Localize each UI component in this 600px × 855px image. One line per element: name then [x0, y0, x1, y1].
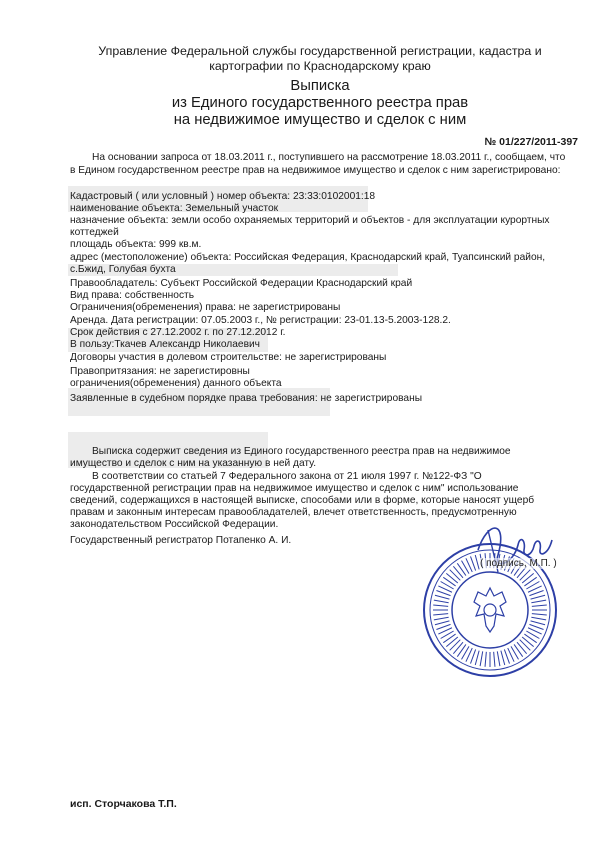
seal-tick: [529, 624, 543, 629]
field-rights-holder: Правообладатель: Субъект Российской Федерации Краснодарский край: [70, 278, 413, 289]
seal-tick: [485, 652, 486, 667]
seal-tick: [480, 651, 483, 666]
field-object-name: наименование объекта: Земельный участок: [70, 203, 279, 214]
eagle-emblem: [474, 588, 506, 632]
seal-tick: [436, 624, 450, 629]
intro-line-2: в Едином государственном реестре прав на недвижимое имущество и сделок с ним зарегистрировано:: [70, 165, 561, 176]
seal-tick: [433, 605, 448, 606]
document-title: Выписка: [290, 78, 350, 94]
field-beneficiary: В пользу:Ткачев Александр Николаевич: [70, 339, 260, 350]
seal-tick: [529, 591, 543, 596]
field-area: площадь объекта: 999 кв.м.: [70, 239, 202, 250]
seal-tick: [433, 614, 448, 615]
notice-p2-line-1: В соответствии со статьей 7 Федерального закона от 21 июля 1997 г. №122-ФЗ "О: [92, 471, 482, 482]
seal-tick: [517, 642, 527, 653]
field-right-type: Вид права: собственность: [70, 290, 195, 301]
field-address-line-1: адрес (местоположение) объекта: Российская Федерация, Краснодарский край, Туапсинский район,: [70, 252, 546, 263]
field-cadastral-number: Кадастровый ( или условный ) номер объекта: 23:33:0102001:18: [70, 191, 376, 202]
seal-tick: [450, 570, 461, 581]
seal-tick: [494, 652, 495, 667]
seal-tick: [435, 621, 449, 625]
field-encumbrance: Ограничения(обременения) права: не зарегистрированы: [70, 302, 341, 313]
seal-tick: [522, 637, 533, 647]
field-claims-line-2: ограничения(обременения) данного объекта: [70, 378, 282, 389]
seal-tick: [450, 640, 461, 651]
seal-tick: [453, 642, 463, 653]
signature-icon: [468, 510, 558, 580]
seal-tick: [434, 600, 449, 603]
document-number: № 01/227/2011-397: [484, 136, 578, 148]
notice-p1-line-1: Выписка содержит сведения из Единого государственного реестра прав на недвижимое: [92, 446, 511, 457]
seal-tick: [435, 595, 449, 599]
seal-tick: [532, 614, 547, 615]
seal-tick: [471, 649, 476, 663]
seal-tick: [504, 649, 509, 663]
issuer-header: [60, 44, 580, 74]
seal-tick: [531, 621, 545, 625]
notice-p2-line-3: сведений, содержащихся в настоящей выписке, способами или в форме, которые наносят ущерб: [70, 495, 535, 506]
seal-tick: [446, 637, 457, 647]
seal-tick: [436, 591, 450, 596]
field-court-claims: Заявленные в судебном порядке права требования: не зарегистрированы: [70, 393, 423, 404]
notice-p2-line-4: правам и законным интересам правообладателей, влечет ответственность, предусмотренную: [70, 507, 517, 518]
seal-tick: [531, 600, 546, 603]
seal-center-ring: [452, 572, 528, 648]
field-shared-construction: Договоры участия в долевом строительстве: не зарегистрированы: [70, 352, 387, 363]
eagle-shield: [484, 604, 496, 616]
seal-tick: [475, 651, 479, 665]
seal-tick: [434, 617, 449, 620]
field-claims-line-1: Правопритязания: не зарегистировны: [70, 366, 250, 377]
seal-tick: [497, 651, 500, 666]
executor-name: исп. Сторчакова Т.П.: [70, 798, 177, 810]
field-purpose-line-1: назначение объекта: земли особо охраняемых территорий и объектов - для эксплуатации курортных: [70, 215, 550, 226]
registrar-name: Государственный регистратор Потапенко А. И.: [70, 535, 292, 546]
seal-tick: [532, 605, 547, 606]
notice-p1-line-2: имущество и сделок с ним на указанную в ней дату.: [70, 458, 317, 469]
notice-p2-line-5: законодательством Российской Федерации.: [70, 519, 279, 530]
seal-tick: [453, 566, 463, 577]
signature-caption: ( подпись, М.П. ): [480, 558, 557, 569]
notice-p2-line-2: государственной регистрации прав на недвижимое имущество и сделок с ним" использование: [70, 483, 519, 494]
seal-tick: [531, 617, 546, 620]
field-address-line-2: с.Бжид, Голубая бухта: [70, 264, 176, 275]
document-subtitle-2: на недвижимое имущество и сделок с ним: [173, 112, 467, 128]
issuer-line-1: Управление Федеральной службы государственной регистрации, кадастра и: [98, 44, 542, 58]
issuer-line-2: картографии по Краснодарскому краю: [209, 59, 431, 73]
intro-line-1: На основании запроса от 18.03.2011 г., поступившего на рассмотрение 18.03.2011 г., сообщаем, что: [92, 152, 566, 163]
field-term: Срок действия с 27.12.2002 г. по 27.12.2012 г.: [70, 327, 286, 338]
field-lease: Аренда. Дата регистрации: 07.05.2003 г., № регистрации: 23-01.13-5.2003-128.2.: [70, 315, 451, 326]
seal-tick: [531, 595, 545, 599]
seal-tick: [501, 651, 505, 665]
seal-tick: [520, 640, 531, 651]
field-purpose-line-2: коттеджей: [70, 227, 119, 238]
document-subtitle-1: из Единого государственного реестра прав: [171, 95, 469, 111]
seal-tick: [446, 573, 457, 583]
